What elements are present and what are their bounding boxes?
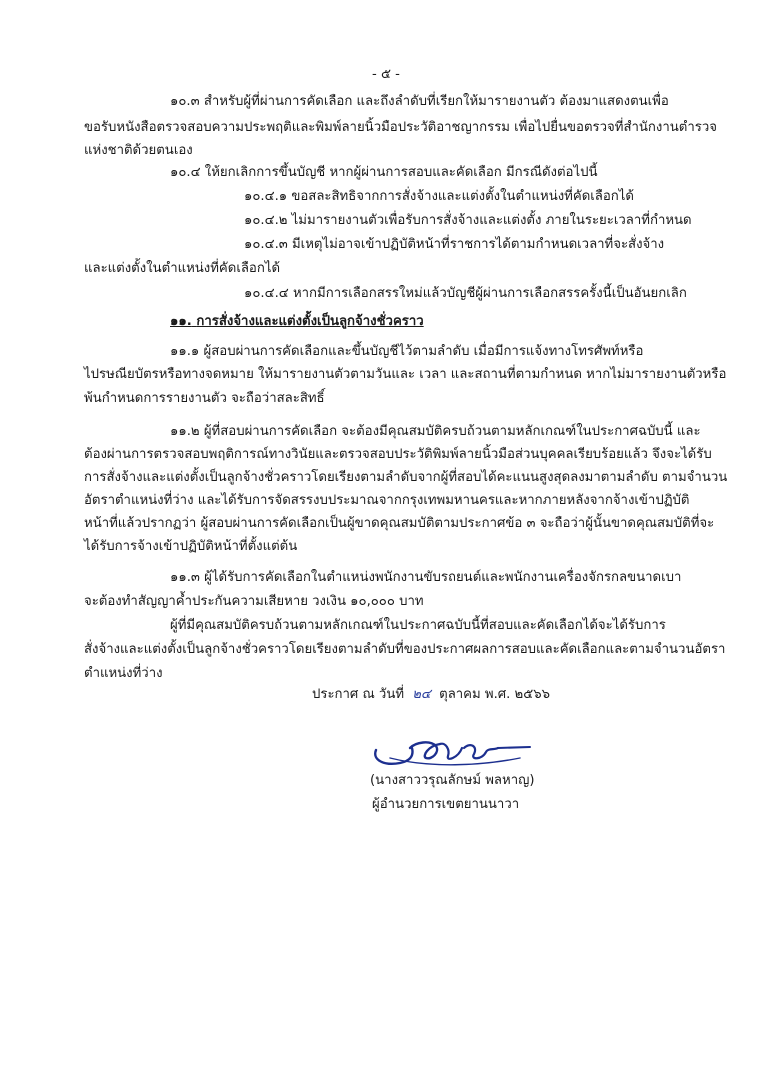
paragraph-11-2-line-4: อัตราตำแหน่งที่ว่าง และได้รับการจัดสรรงบประมาณจากกรุงเทพมหานครและหากภายหลังจากจ้างเข้าปฏิบัติ <box>84 493 690 508</box>
paragraph-11-1-line-1: ๑๑.๑ ผู้สอบผ่านการคัดเลือกและขึ้นบัญชีไว้ตามลำดับ เมื่อมีการแจ้งทางโทรศัพท์หรือ <box>170 344 644 359</box>
paragraph-11-3-line-1: ๑๑.๓ ผู้ได้รับการคัดเลือกในตำแหน่งพนักงานขับรถยนต์และพนักงานเครื่องจักรกลขนาดเบา <box>170 570 682 585</box>
closing-paragraph-line-2: สั่งจ้างและแต่งตั้งเป็นลูกจ้างชั่วคราวโดยเรียงตามลำดับที่ของประกาศผลการสอบและคัดเลือกและตามจำนวนอัตรา <box>84 642 726 657</box>
announcement-day: ๒๔ <box>412 687 431 702</box>
announcement-month-year: ตุลาคม พ.ศ. ๒๕๖๖ <box>439 687 550 702</box>
paragraph-11-2-line-3: การสั่งจ้างและแต่งตั้งเป็นลูกจ้างชั่วคราวโดยเรียงตามลำดับจากผู้ที่สอบได้คะแนนสูงสุดลงมาตามลำดับ ตามจำนวน <box>84 470 728 485</box>
paragraph-11-1-line-3: พ้นกำหนดการรายงานตัว จะถือว่าสละสิทธิ์ <box>84 391 325 406</box>
paragraph-10-4: ๑๐.๔ ให้ยกเลิกการขึ้นบัญชี หากผู้ผ่านการสอบและคัดเลือก มีกรณีดังต่อไปนี้ <box>170 165 598 180</box>
paragraph-11-3-line-2: จะต้องทำสัญญาค้ำประกันความเสียหาย วงเงิน ๑๐,๐๐๐ บาท <box>84 594 424 609</box>
item-10-4-1: ๑๐.๔.๑ ขอสละสิทธิจากการสั่งจ้างและแต่งตั้งในตำแหน่งที่คัดเลือกได้ <box>244 189 634 204</box>
signatory-title: ผู้อำนวยการเขตยานนาวา <box>372 797 520 812</box>
signatory-name: (นางสาววรุณลักษม์ พลหาญ) <box>370 773 535 788</box>
paragraph-11-2-line-2: ต้องผ่านการตรวจสอบพฤติการณ์ทางวินัยและตรวจสอบประวัติพิมพ์ลายนิ้วมือส่วนบุคคลเรียบร้อยแล้ว จึงจะได้รับ <box>84 447 712 462</box>
item-10-4-3-line-2: และแต่งตั้งในตำแหน่งที่คัดเลือกได้ <box>84 261 281 276</box>
section-11-heading <box>170 313 424 331</box>
paragraph-10-3-line-1: ๑๐.๓ สำหรับผู้ที่ผ่านการคัดเลือก และถึงลำดับที่เรียกให้มารายงานตัว ต้องมาแสดงตนเพื่อ <box>170 94 669 109</box>
item-10-4-3-line-1: ๑๐.๔.๓ มีเหตุไม่อาจเข้าปฏิบัติหน้าที่ราชการได้ตามกำหนดเวลาที่จะสั่งจ้าง <box>244 237 665 252</box>
paragraph-11-2-line-6: ได้รับการจ้างเข้าปฏิบัติหน้าที่ตั้งแต่ต้น <box>84 539 298 554</box>
closing-paragraph-line-3: ตำแหน่งที่ว่าง <box>84 666 163 681</box>
handwritten-signature <box>370 728 540 774</box>
paragraph-11-1-line-2: ไปรษณียบัตรหรือทางจดหมาย ให้มารายงานตัวตามวันและ เวลา และสถานที่ตามกำหนด หากไม่มารายงานตัวหรือ <box>84 367 727 382</box>
closing-paragraph-line-1: ผู้ที่มีคุณสมบัติครบถ้วนตามหลักเกณฑ์ในประกาศฉบับนี้ที่สอบและคัดเลือกได้จะได้รับการ <box>170 618 666 633</box>
announcement-prefix: ประกาศ ณ วันที่ <box>312 687 405 702</box>
announcement-date <box>312 686 550 704</box>
paragraph-10-3-line-3: แห่งชาติด้วยตนเอง <box>84 143 193 158</box>
paragraph-11-2-line-5: หน้าที่แล้วปรากฏว่า ผู้สอบผ่านการคัดเลือกเป็นผู้ขาดคุณสมบัติตามประกาศข้อ ๓ จะถือว่าผู้นั้นขาดคุณสมบัติที่จะ <box>84 516 715 531</box>
paragraph-11-2-line-1: ๑๑.๒ ผู้ที่สอบผ่านการคัดเลือก จะต้องมีคุณสมบัติครบถ้วนตามหลักเกณฑ์ในประกาศฉบับนี้ และ <box>170 424 701 439</box>
section-11-title: การสั่งจ้างและแต่งตั้งเป็นลูกจ้างชั่วคราว <box>196 314 424 329</box>
section-11-number: ๑๑. <box>170 314 192 329</box>
item-10-4-4: ๑๐.๔.๔ หากมีการเลือกสรรใหม่แล้วบัญชีผู้ผ่านการเลือกสรรครั้งนี้เป็นอันยกเลิก <box>244 286 687 301</box>
page-number: - ๕ - <box>372 67 400 82</box>
paragraph-10-3-line-2: ขอรับหนังสือตรวจสอบความประพฤติและพิมพ์ลายนิ้วมือประวัติอาชญากรรม เพื่อไปยื่นขอตรวจที่สำนักงานตำรวจ <box>84 120 717 135</box>
item-10-4-2: ๑๐.๔.๒ ไม่มารายงานตัวเพื่อรับการสั่งจ้างและแต่งตั้ง ภายในระยะเวลาที่กำหนด <box>244 213 692 228</box>
